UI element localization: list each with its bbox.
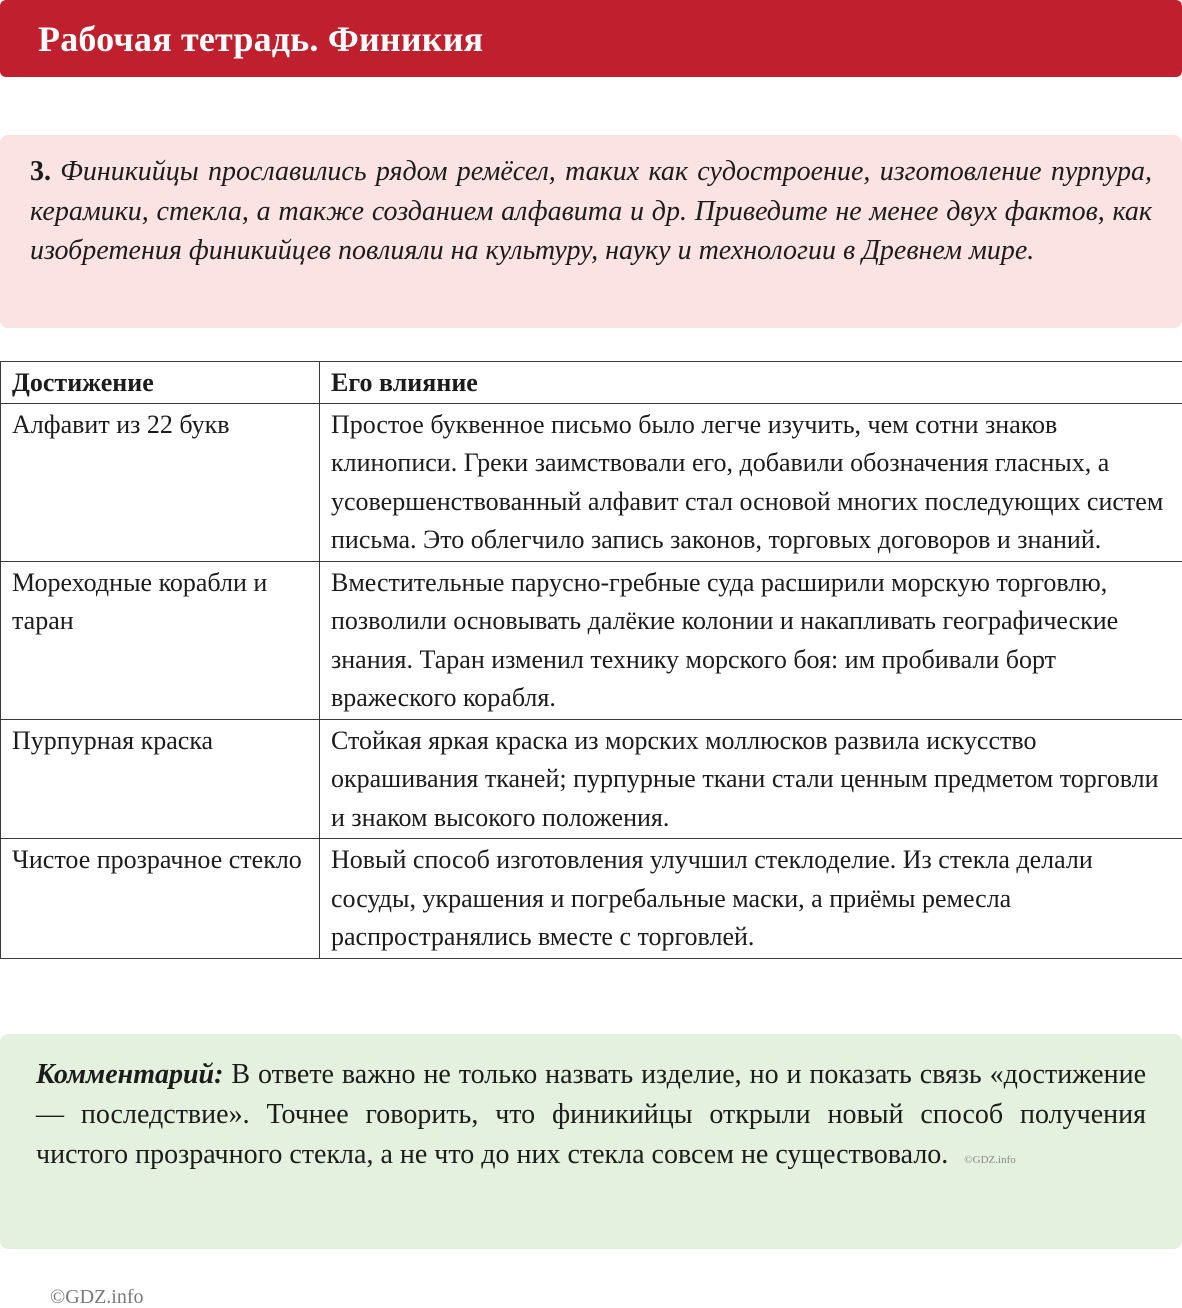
comment-label: Комментарий: [36, 1059, 224, 1090]
column-header-achievement: Достижение [1, 362, 320, 404]
achievement-cell: Мореходные корабли и таран [1, 561, 320, 719]
comment-watermark: ©GDZ.info [964, 1154, 1016, 1166]
table-row [1, 719, 1182, 839]
table-row [1, 561, 1182, 719]
question-box [0, 135, 1182, 328]
influence-cell: Вместительные парусно-гребные суда расширили морскую торговлю, позволили основывать далёкие колонии и накапливать географические знания. Таран изменил технику морского боя: им пробивали борт вражеского корабля. [320, 561, 1182, 719]
achievement-cell: Алфавит из 22 букв [1, 403, 320, 561]
table-header-row [1, 362, 1182, 404]
achievements-table [0, 361, 1182, 959]
comment-box [0, 1034, 1182, 1249]
column-header-influence: Его влияние [320, 362, 1182, 404]
page-header [0, 0, 1182, 77]
influence-cell: Стойкая яркая краска из морских моллюсков развила искусство окрашивания тканей; пурпурные ткани стали ценным предметом торговли и знаком высокого положения. [320, 719, 1182, 839]
achievement-cell: Чистое прозрачное стекло [1, 839, 320, 959]
question-number: 3. [30, 156, 51, 187]
achievement-cell: Пурпурная краска [1, 719, 320, 839]
influence-cell: Простое буквенное письмо было легче изучить, чем сотни знаков клинописи. Греки заимствовали его, добавили обозначения гласных, а усовершенствованный алфавит стал основой многих последующих систем письма. Это облегчило запись законов, торговых договоров и знаний. [320, 403, 1182, 561]
influence-cell: Новый способ изготовления улучшил стеклоделие. Из стекла делали сосуды, украшения и погребальные маски, а приёмы ремесла распространялись вместе с торговлей. [320, 839, 1182, 959]
footer-watermark: ©GDZ.info [50, 1286, 144, 1308]
table-row [1, 403, 1182, 561]
comment-text: В ответе важно не только назвать изделие, но и показать связь «достижение — последствие». Точнее говорить, что финикийцы открыли новый способ получения чистого прозрачного стекла, а не что до них стекла совсем не существовало. [36, 1059, 1146, 1170]
page-title: Рабочая тетрадь. Финикия [38, 18, 484, 59]
question-text: Финикийцы прославились рядом ремёсел, таких как судостроение, изготовление пурпура, керамики, стекла, а также созданием алфавита и др. Приведите не менее двух фактов, как изобретения финикийцев повлияли на культуру, науку и технологии в Древнем мире. [30, 156, 1152, 266]
table-row [1, 839, 1182, 959]
